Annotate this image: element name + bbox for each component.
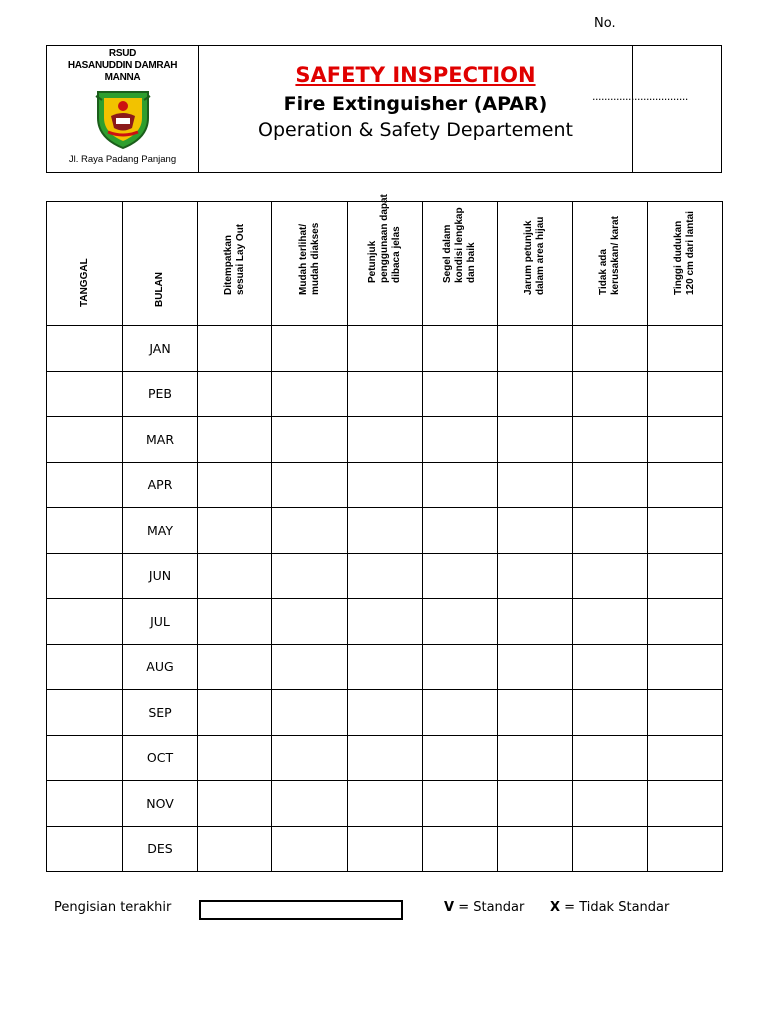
date-cell[interactable]	[47, 599, 123, 645]
check-cell[interactable]	[423, 690, 498, 736]
check-cell[interactable]	[573, 735, 648, 781]
check-cell[interactable]	[198, 781, 272, 827]
date-cell[interactable]	[47, 826, 123, 872]
check-cell[interactable]	[272, 781, 348, 827]
check-cell[interactable]	[348, 599, 423, 645]
check-cell[interactable]	[498, 644, 573, 690]
table-row	[47, 508, 723, 554]
column-header	[573, 202, 648, 326]
form-title: SAFETY INSPECTION	[295, 63, 536, 87]
org-address: Jl. Raya Padang Panjang	[68, 154, 177, 165]
check-cell[interactable]	[272, 690, 348, 736]
date-cell[interactable]	[47, 417, 123, 463]
date-cell[interactable]	[47, 462, 123, 508]
check-cell[interactable]	[648, 417, 723, 463]
date-cell[interactable]	[47, 371, 123, 417]
legend-x-text: = Tidak Standar	[560, 900, 670, 915]
check-cell[interactable]	[198, 371, 272, 417]
check-cell[interactable]	[573, 781, 648, 827]
check-cell[interactable]	[498, 553, 573, 599]
column-header-label: Ditempatkan sesuai Lay Out	[222, 223, 246, 295]
check-cell[interactable]	[573, 371, 648, 417]
check-cell[interactable]	[423, 508, 498, 554]
check-cell[interactable]	[423, 371, 498, 417]
legend-not-standard	[550, 900, 669, 915]
table-row	[47, 644, 723, 690]
table-row	[47, 417, 723, 463]
check-cell[interactable]	[423, 326, 498, 372]
month-cell: OCT	[123, 735, 198, 781]
column-header	[47, 202, 123, 326]
check-cell[interactable]	[498, 690, 573, 736]
month-cell: JUL	[123, 599, 198, 645]
table-row	[47, 735, 723, 781]
check-cell[interactable]	[423, 462, 498, 508]
check-cell[interactable]	[648, 644, 723, 690]
column-header	[648, 202, 723, 326]
column-header-label: Segel dalam kondisi lengkap dan baik	[442, 207, 477, 283]
check-cell[interactable]	[498, 735, 573, 781]
check-cell[interactable]	[198, 690, 272, 736]
check-cell[interactable]	[573, 417, 648, 463]
date-cell[interactable]	[47, 553, 123, 599]
check-cell[interactable]	[348, 462, 423, 508]
check-cell[interactable]	[198, 599, 272, 645]
table-row	[47, 326, 723, 372]
check-cell[interactable]	[272, 826, 348, 872]
title-cell	[199, 46, 633, 172]
check-cell[interactable]	[348, 326, 423, 372]
check-cell[interactable]	[198, 735, 272, 781]
org-name-line: MANNA	[104, 72, 141, 83]
check-cell[interactable]	[498, 326, 573, 372]
check-cell[interactable]	[348, 735, 423, 781]
legend-standard	[444, 900, 524, 915]
check-cell[interactable]	[423, 781, 498, 827]
check-cell[interactable]	[198, 553, 272, 599]
last-fill-label: Pengisian terakhir	[54, 900, 172, 915]
crest-logo-icon	[92, 88, 154, 150]
check-cell[interactable]	[272, 508, 348, 554]
check-cell[interactable]	[272, 735, 348, 781]
date-cell[interactable]	[47, 508, 123, 554]
check-cell[interactable]	[648, 735, 723, 781]
check-cell[interactable]	[272, 599, 348, 645]
month-cell: AUG	[123, 644, 198, 690]
department-name: Operation & Safety Departement	[258, 119, 573, 141]
table-row	[47, 781, 723, 827]
check-cell[interactable]	[198, 826, 272, 872]
check-cell[interactable]	[348, 508, 423, 554]
check-cell[interactable]	[272, 371, 348, 417]
month-cell: MAY	[123, 508, 198, 554]
check-cell[interactable]	[498, 462, 573, 508]
check-cell[interactable]	[573, 690, 648, 736]
check-cell[interactable]	[573, 599, 648, 645]
check-cell[interactable]	[198, 644, 272, 690]
document-number-label: No.	[594, 16, 616, 31]
check-cell[interactable]	[648, 371, 723, 417]
month-cell: MAR	[123, 417, 198, 463]
org-name-line: HASANUDDIN DAMRAH	[67, 60, 178, 71]
column-header	[423, 202, 498, 326]
check-cell[interactable]	[272, 462, 348, 508]
date-cell[interactable]	[47, 326, 123, 372]
check-cell[interactable]	[198, 462, 272, 508]
column-header-label: TANGGAL	[78, 258, 90, 307]
check-cell[interactable]	[272, 326, 348, 372]
check-cell[interactable]	[272, 553, 348, 599]
table-row	[47, 826, 723, 872]
check-cell[interactable]	[573, 553, 648, 599]
table-row	[47, 371, 723, 417]
legend-v-symbol: V	[444, 900, 455, 915]
check-cell[interactable]	[498, 781, 573, 827]
check-cell[interactable]	[198, 326, 272, 372]
column-header	[123, 202, 198, 326]
check-cell[interactable]	[348, 553, 423, 599]
legend-v-text: = Standar	[454, 900, 525, 915]
date-cell[interactable]	[47, 644, 123, 690]
month-cell: JAN	[123, 326, 198, 372]
check-cell[interactable]	[423, 644, 498, 690]
check-cell[interactable]	[648, 781, 723, 827]
column-header-label: BULAN	[154, 272, 165, 307]
table-header-row	[47, 202, 723, 326]
last-fill-input[interactable]	[199, 900, 403, 920]
date-cell[interactable]	[47, 781, 123, 827]
check-cell[interactable]	[573, 826, 648, 872]
check-cell[interactable]	[198, 417, 272, 463]
check-cell[interactable]	[423, 735, 498, 781]
table-row	[47, 553, 723, 599]
check-cell[interactable]	[648, 553, 723, 599]
check-cell[interactable]	[648, 462, 723, 508]
check-cell[interactable]	[648, 690, 723, 736]
month-cell: SEP	[123, 690, 198, 736]
legend-x-symbol: X	[550, 900, 561, 915]
check-cell[interactable]	[423, 553, 498, 599]
check-cell[interactable]	[573, 326, 648, 372]
column-header-label: Tidak ada kerusakan/ karat	[598, 216, 621, 295]
column-header	[272, 202, 348, 326]
check-cell[interactable]	[348, 781, 423, 827]
table-row	[47, 599, 723, 645]
check-cell[interactable]	[272, 644, 348, 690]
check-cell[interactable]	[423, 417, 498, 463]
month-cell: PEB	[123, 371, 198, 417]
column-header-label: Jarum petunjuk dalam area hijau	[523, 216, 546, 295]
check-cell[interactable]	[348, 417, 423, 463]
check-cell[interactable]	[648, 508, 723, 554]
column-header	[348, 194, 423, 326]
check-cell[interactable]	[498, 599, 573, 645]
check-cell[interactable]	[423, 826, 498, 872]
check-cell[interactable]	[648, 599, 723, 645]
check-cell[interactable]	[573, 644, 648, 690]
check-cell[interactable]	[348, 371, 423, 417]
form-header	[46, 45, 722, 173]
table-row	[47, 690, 723, 736]
column-header	[198, 202, 272, 326]
column-header-label: Mudah terlihat/ mudah diakses	[297, 222, 321, 295]
check-cell[interactable]	[272, 417, 348, 463]
month-cell: NOV	[123, 781, 198, 827]
month-cell: JUN	[123, 553, 198, 599]
column-header	[498, 202, 573, 326]
month-cell: DES	[123, 826, 198, 872]
check-cell[interactable]	[498, 417, 573, 463]
inspection-table	[46, 194, 723, 872]
table-row	[47, 462, 723, 508]
date-cell[interactable]	[47, 735, 123, 781]
check-cell[interactable]	[198, 508, 272, 554]
institution-cell	[47, 46, 199, 172]
check-cell[interactable]	[498, 508, 573, 554]
check-cell[interactable]	[498, 826, 573, 872]
check-cell[interactable]	[648, 826, 723, 872]
check-cell[interactable]	[648, 326, 723, 372]
check-cell[interactable]	[498, 371, 573, 417]
document-number-field[interactable]: ................................	[592, 90, 688, 103]
org-name-line: RSUD	[108, 48, 137, 59]
date-cell[interactable]	[47, 690, 123, 736]
check-cell[interactable]	[348, 826, 423, 872]
month-cell: APR	[123, 462, 198, 508]
check-cell[interactable]	[573, 508, 648, 554]
check-cell[interactable]	[423, 599, 498, 645]
check-cell[interactable]	[348, 644, 423, 690]
column-header-label: Petunjuk penggunaan dapat dibaca jelas	[367, 194, 402, 283]
check-cell[interactable]	[573, 462, 648, 508]
column-header-label: Tinggi dudukan 120 cm dari lantai	[673, 211, 696, 295]
check-cell[interactable]	[348, 690, 423, 736]
form-subtitle: Fire Extinguisher (APAR)	[283, 93, 548, 115]
